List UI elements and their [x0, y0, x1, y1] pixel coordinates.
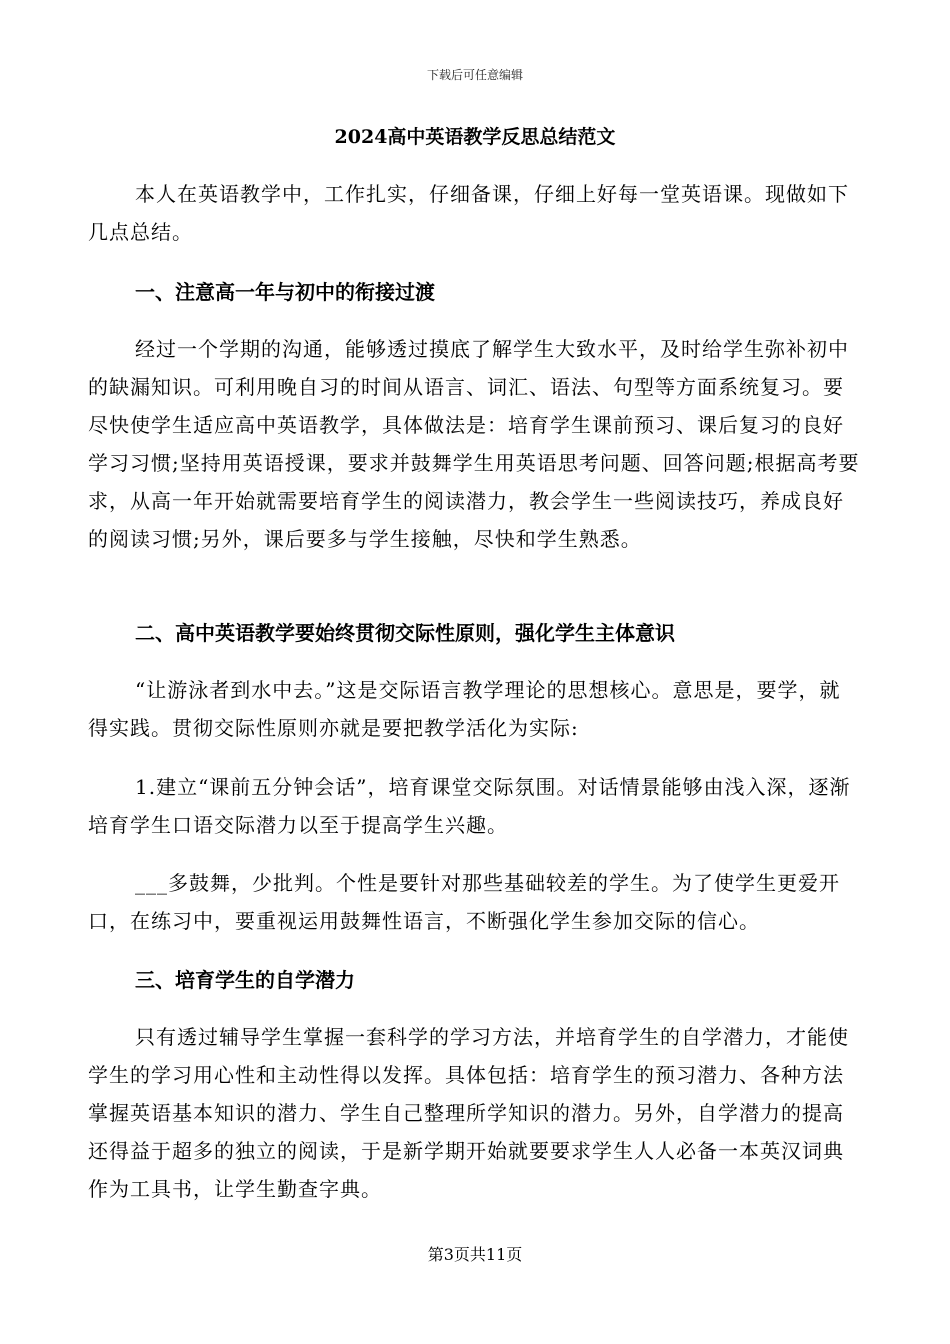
section-1-heading: 一、注意高一年与初中的衔接过渡	[135, 280, 435, 304]
section-3-paragraph: 只有透过辅导学生掌握一套科学的学习方法，并培育学生的自学潜力，才能使学生的学习用心性和主动性得以发挥。具体包括：培育学生的预习潜力、各种方法掌握英语基本知识的潜力、学生自己整理所学知识的潜力。另外，自学潜力的提高还得益于超多的独立的阅读，于是新学期开始就要要求学生人人必备一本英汉词典作为工具书，让学生勤查字典。	[88, 1025, 849, 1201]
section-2-heading: 二、高中英语教学要始终贯彻交际性原则，强化学生主体意识	[135, 621, 675, 645]
section-1-paragraph: 经过一个学期的沟通，能够透过摸底了解学生大致水平，及时给学生弥补初中的缺漏知识。可利用晚自习的时间从语言、词汇、语法、句型等方面系统复习。要尽快使学生适应高中英语教学，具体做法是：培育学生课前预习、课后复习的良好学习习惯;坚持用英语授课，要求并鼓舞学生用英语思考问题、回答问题;根据高考要求，从高一年开始就需要培育学生的阅读潜力，教会学生一些阅读技巧，养成良好的阅读习惯;另外，课后要多与学生接触，尽快和学生熟悉。	[88, 337, 860, 551]
intro-paragraph: 本人在英语教学中，工作扎实，仔细备课，仔细上好每一堂英语课。现做如下几点总结。	[88, 182, 849, 244]
section-2-paragraph: “让游泳者到水中去。”这是交际语言教学理论的思想核心。意思是，要学，就得实践。贯彻交际性原则亦就是要把教学活化为实际:	[88, 678, 841, 740]
page-number-footer: 第3页共11页	[427, 1245, 523, 1264]
header-note: 下载后可任意编辑	[426, 68, 523, 82]
section-2-item-2: ___多鼓舞，少批判。个性是要针对那些基础较差的学生。为了使学生更爱开口，在练习中，要重视运用鼓舞性语言，不断强化学生参加交际的信心。	[88, 871, 840, 933]
section-2-item-1: 1.建立“课前五分钟会话”，培育课堂交际氛围。对话情景能够由浅入深，逐渐培育学生口语交际潜力以至于提高学生兴趣。	[88, 775, 851, 837]
document-title: 2024高中英语教学反思总结范文	[334, 126, 616, 148]
section-3-heading: 三、培育学生的自学潜力	[135, 968, 355, 992]
